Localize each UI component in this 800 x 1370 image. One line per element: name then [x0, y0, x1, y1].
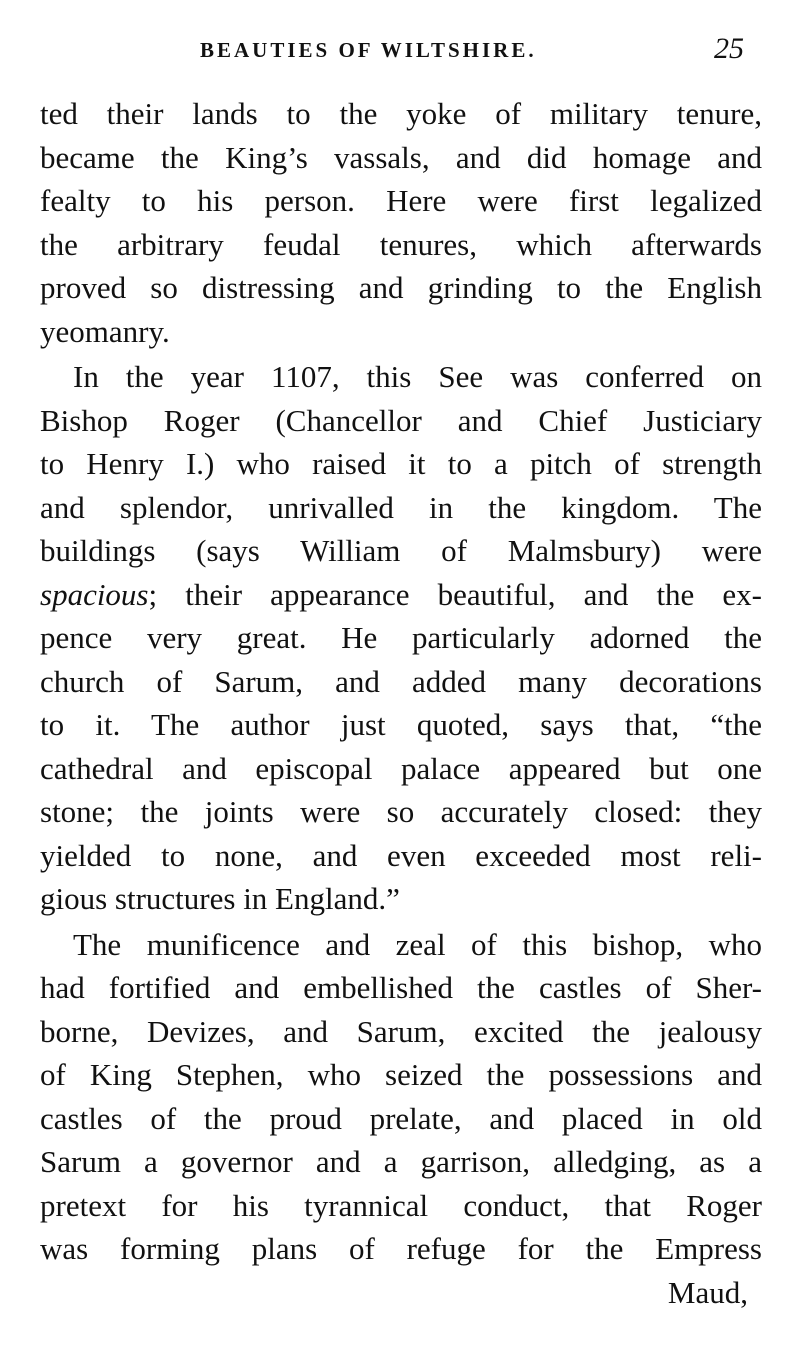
text-line: The munificence and zeal of this bishop, who	[73, 926, 762, 962]
text-line	[40, 573, 762, 617]
text-line: gious structures in England.”	[40, 881, 400, 916]
paragraph	[40, 92, 762, 353]
text-line: proved so distressing and grinding to the English	[40, 270, 762, 305]
text-line: fealty to his person. Here were first legalized	[40, 183, 762, 218]
italic-word: spacious	[40, 576, 149, 612]
text-line: borne, Devizes, and Sarum, excited the jealousy	[40, 1013, 762, 1049]
text-line: to Henry I.) who raised it to a pitch of strength	[40, 446, 762, 481]
body-text	[40, 92, 762, 1314]
paragraph	[40, 355, 762, 921]
text-line: of King Stephen, who seized the possessions and	[40, 1057, 762, 1092]
text-line: to it. The author just quoted, says that, “the	[40, 707, 762, 742]
text-line: the arbitrary feudal tenures, which afterwards	[40, 226, 762, 262]
running-title: BEAUTIES OF WILTSHIRE.	[200, 38, 537, 62]
page-number: 25	[714, 32, 744, 65]
text-line: and splendor, unrivalled in the kingdom. The	[40, 489, 762, 525]
text-line: In the year 1107, this See was conferred on	[73, 359, 762, 394]
text-line: Sarum a governor and a garrison, alledging, as a	[40, 1144, 762, 1179]
text-line: castles of the proud prelate, and placed in old	[40, 1100, 762, 1136]
text-line: ted their lands to the yoke of military tenure,	[40, 96, 762, 131]
text-line: church of Sarum, and added many decorations	[40, 663, 762, 699]
text-line: had fortified and embellished the castles of Sher-	[40, 970, 762, 1005]
text-line: was forming plans of refuge for the Empress	[40, 1231, 762, 1266]
text-line: cathedral and episcopal palace appeared but one	[40, 750, 762, 786]
text-line: yielded to none, and even exceeded most reli-	[40, 837, 762, 873]
paragraph	[40, 923, 762, 1271]
text-line: became the King’s vassals, and did homage and	[40, 139, 762, 175]
text-line: yeomanry.	[40, 313, 170, 349]
text-line: pence very great. He particularly adorned the	[40, 620, 762, 655]
text-line: buildings (says William of Malmsbury) were	[40, 533, 762, 568]
catchword: Maud,	[667, 1274, 748, 1310]
running-head	[0, 32, 800, 72]
text-line: pretext for his tyrannical conduct, that Roger	[40, 1187, 762, 1223]
text-line: stone; the joints were so accurately closed: they	[40, 794, 762, 829]
text-segment: ; their appearance beautiful, and the ex-	[148, 576, 762, 612]
text-line: Bishop Roger (Chancellor and Chief Justiciary	[40, 402, 762, 438]
